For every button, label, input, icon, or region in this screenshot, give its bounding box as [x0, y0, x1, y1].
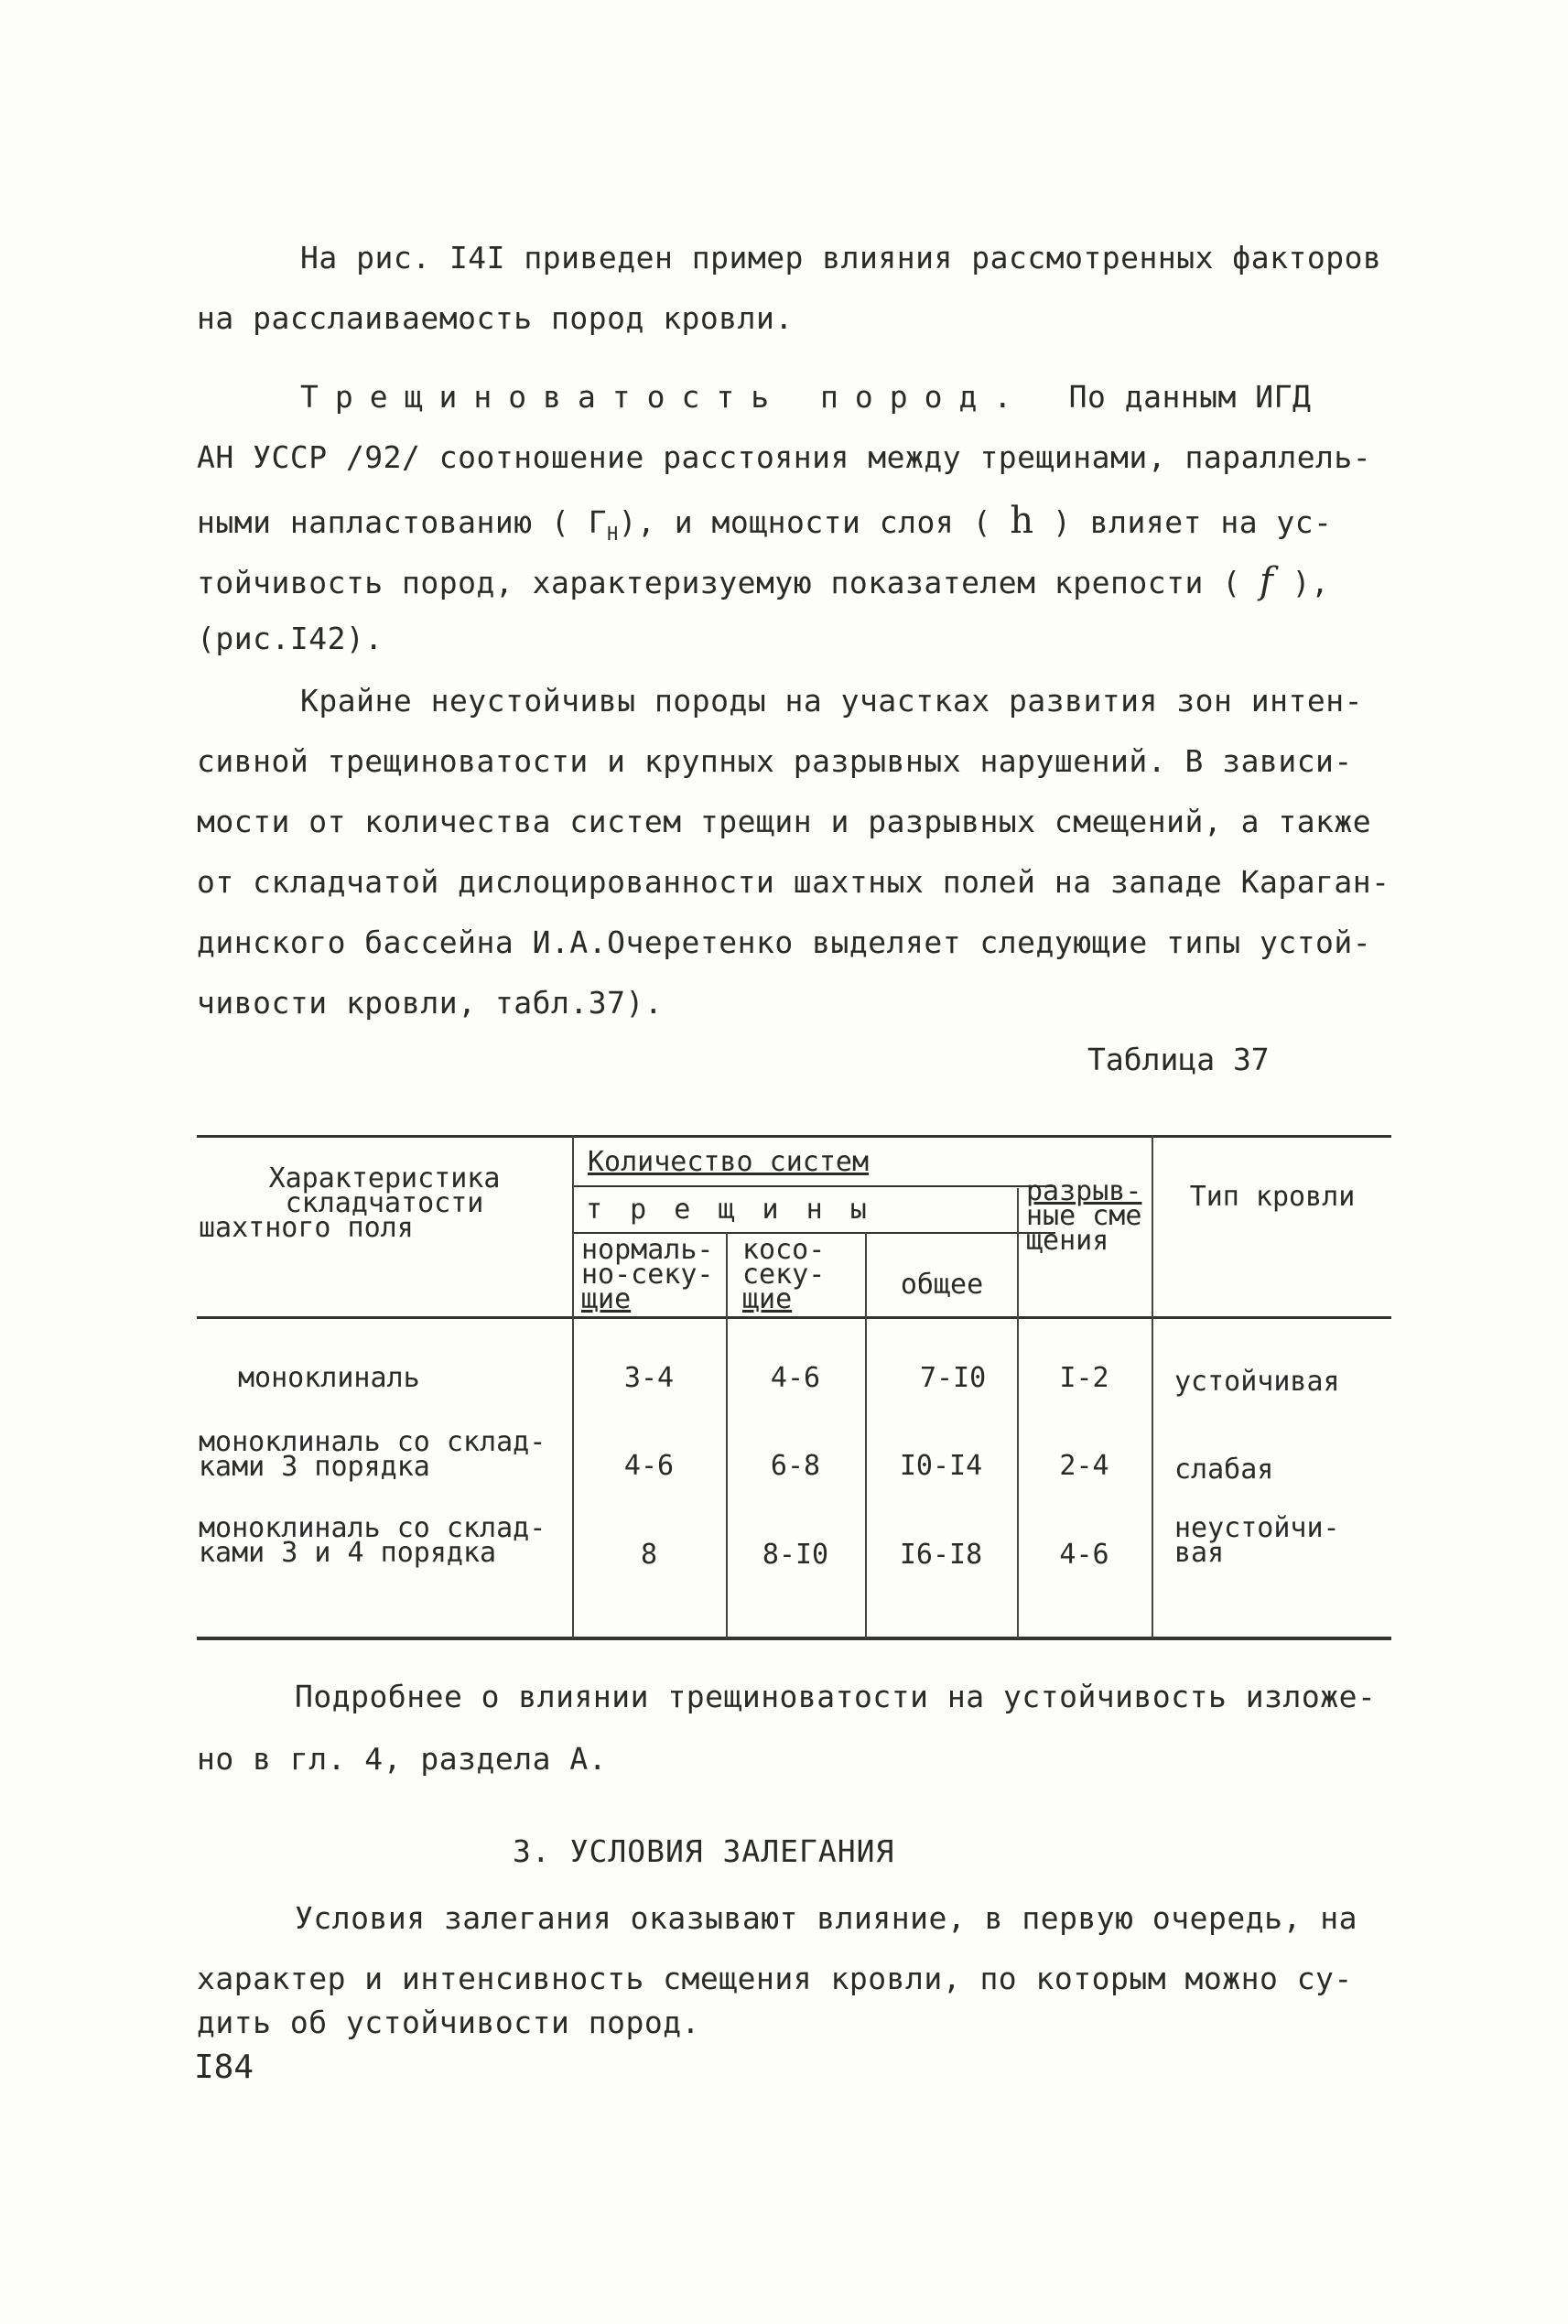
header-normal-line-3: щие [581, 1283, 632, 1315]
paragraph-3-line-6: чивости кровли, табл.37). [197, 985, 664, 1021]
row-3-oblique: 8-I0 [762, 1539, 829, 1571]
row-2-faults: 2-4 [1059, 1450, 1109, 1482]
paragraph-3-line-3: мости от количества систем трещин и разрывных смещений, а также [197, 804, 1372, 839]
table-top-rule [197, 1135, 1391, 1138]
paragraph-2-line-3: ными напластованию ( $Г_Н$), и мощности слоя ( h ) влияет на ус- [197, 500, 1333, 545]
paragraph-4-line-2: но в гл. 4, раздела А. [197, 1741, 608, 1777]
header-roof-type: Тип кровли [1189, 1181, 1356, 1213]
paragraph-2-line-2: АН УССР /92/ соотношение расстояния между трещинами, параллель- [197, 439, 1372, 475]
row-1-roof-type: устойчивая [1174, 1366, 1340, 1398]
row-3-total: I6-I8 [899, 1539, 983, 1571]
row-2-total: I0-I4 [899, 1450, 983, 1482]
row-3-characteristic-line-2: ками 3 и 4 порядка [199, 1537, 497, 1569]
row-3-roof-type-line-2: вая [1174, 1537, 1225, 1569]
col-divider-2 [726, 1232, 728, 1638]
header-faults-line-2: ные сме [1026, 1200, 1142, 1232]
row-1-oblique: 4-6 [770, 1362, 821, 1394]
section-heading: 3. УСЛОВИЯ ЗАЛЕГАНИЯ [513, 1833, 895, 1869]
paragraph-3-line-5: динского бассейна И.А.Очеретенко выделяет следующие типы устой- [197, 924, 1372, 960]
header-normal-line-2: но-секу- [581, 1259, 714, 1291]
paragraph-1-line-2: на расслаиваемость пород кровли. [197, 300, 794, 336]
header-characteristic-line-3: шахтного поля [199, 1212, 414, 1244]
paragraph-1-line-1: На рис. I4I приведен пример влияния рассмотренных факторов [300, 240, 1382, 276]
paragraph-5-line-2: характер и интенсивность смещения кровли, по которым можно су- [197, 1961, 1353, 1996]
row-2-normal: 4-6 [623, 1450, 675, 1482]
col-divider-4 [1017, 1188, 1019, 1638]
paragraph-3-line-4: от складчатой дислоцированности шахтных полей на западе Караган- [197, 864, 1390, 900]
header-cracks: т р е щ и н ы [586, 1194, 872, 1226]
row-3-characteristic-line-1: моноклиналь со склад- [199, 1512, 546, 1544]
row-1-characteristic: моноклиналь [238, 1362, 420, 1394]
paragraph-3-line-1: Крайне неустойчивы породы на участках развития зон интен- [300, 683, 1363, 719]
row-3-normal: 8 [640, 1539, 658, 1571]
row-2-characteristic-line-2: ками 3 порядка [199, 1451, 430, 1483]
paragraph-3-line-2: сивной трещиноватости и крупных разрывных нарушений. В зависи- [197, 743, 1353, 779]
row-1-total: 7-I0 [920, 1362, 987, 1394]
header-oblique-line-3: щие [742, 1283, 793, 1315]
symbol-h: h [1010, 500, 1034, 542]
header-oblique-line-1: косо- [742, 1234, 826, 1266]
row-2-oblique: 6-8 [770, 1450, 821, 1482]
symbol-f: f [1259, 560, 1274, 602]
section-title-fracturing: Трещиноватость пород. [300, 379, 1029, 415]
header-characteristic-line-1: Характеристика [268, 1162, 501, 1194]
row-2-characteristic-line-1: моноклиналь со склад- [199, 1426, 546, 1458]
paragraph-2-line-5: (рис.I42). [197, 621, 384, 656]
row-1-faults: I-2 [1059, 1362, 1109, 1394]
header-total: общее [900, 1269, 984, 1301]
page-number: I84 [194, 2048, 254, 2086]
paragraph-2-line-1: Трещиноватость пород. По данным ИГД [300, 379, 1312, 415]
header-count-systems: Количество систем [588, 1146, 870, 1178]
header-characteristic-line-2: складчатости [285, 1187, 484, 1219]
row-3-roof-type-line-1: неустойчи- [1174, 1512, 1340, 1544]
header-oblique-line-2: секу- [742, 1259, 826, 1291]
table-caption: Таблица 37 [1087, 1042, 1270, 1077]
row-2-roof-type: слабая [1174, 1454, 1274, 1486]
table-37 [197, 1135, 1391, 1643]
header-bottom-rule [197, 1316, 1391, 1319]
paragraph-5-line-3: дить об устойчивости пород. [197, 2005, 700, 2040]
paragraph-4-line-1: Подробнее о влиянии трещиноватости на устойчивость изложе- [295, 1679, 1377, 1714]
header-faults-line-3: щения [1026, 1225, 1109, 1257]
paragraph-2-line-4: тойчивость пород, характеризуемую показателем крепости ( f ), [197, 560, 1330, 602]
row-3-faults: 4-6 [1059, 1539, 1109, 1571]
col-divider-5 [1152, 1135, 1153, 1638]
header-normal-line-1: нормаль- [581, 1234, 714, 1266]
paragraph-5-line-1: Условия залегания оказывают влияние, в первую очередь, на [295, 1900, 1357, 1936]
table-bottom-rule [197, 1637, 1391, 1640]
header-faults-line-1: разрыв- [1026, 1175, 1142, 1207]
row-1-normal: 3-4 [623, 1362, 675, 1394]
count-header-underline [572, 1185, 1055, 1187]
